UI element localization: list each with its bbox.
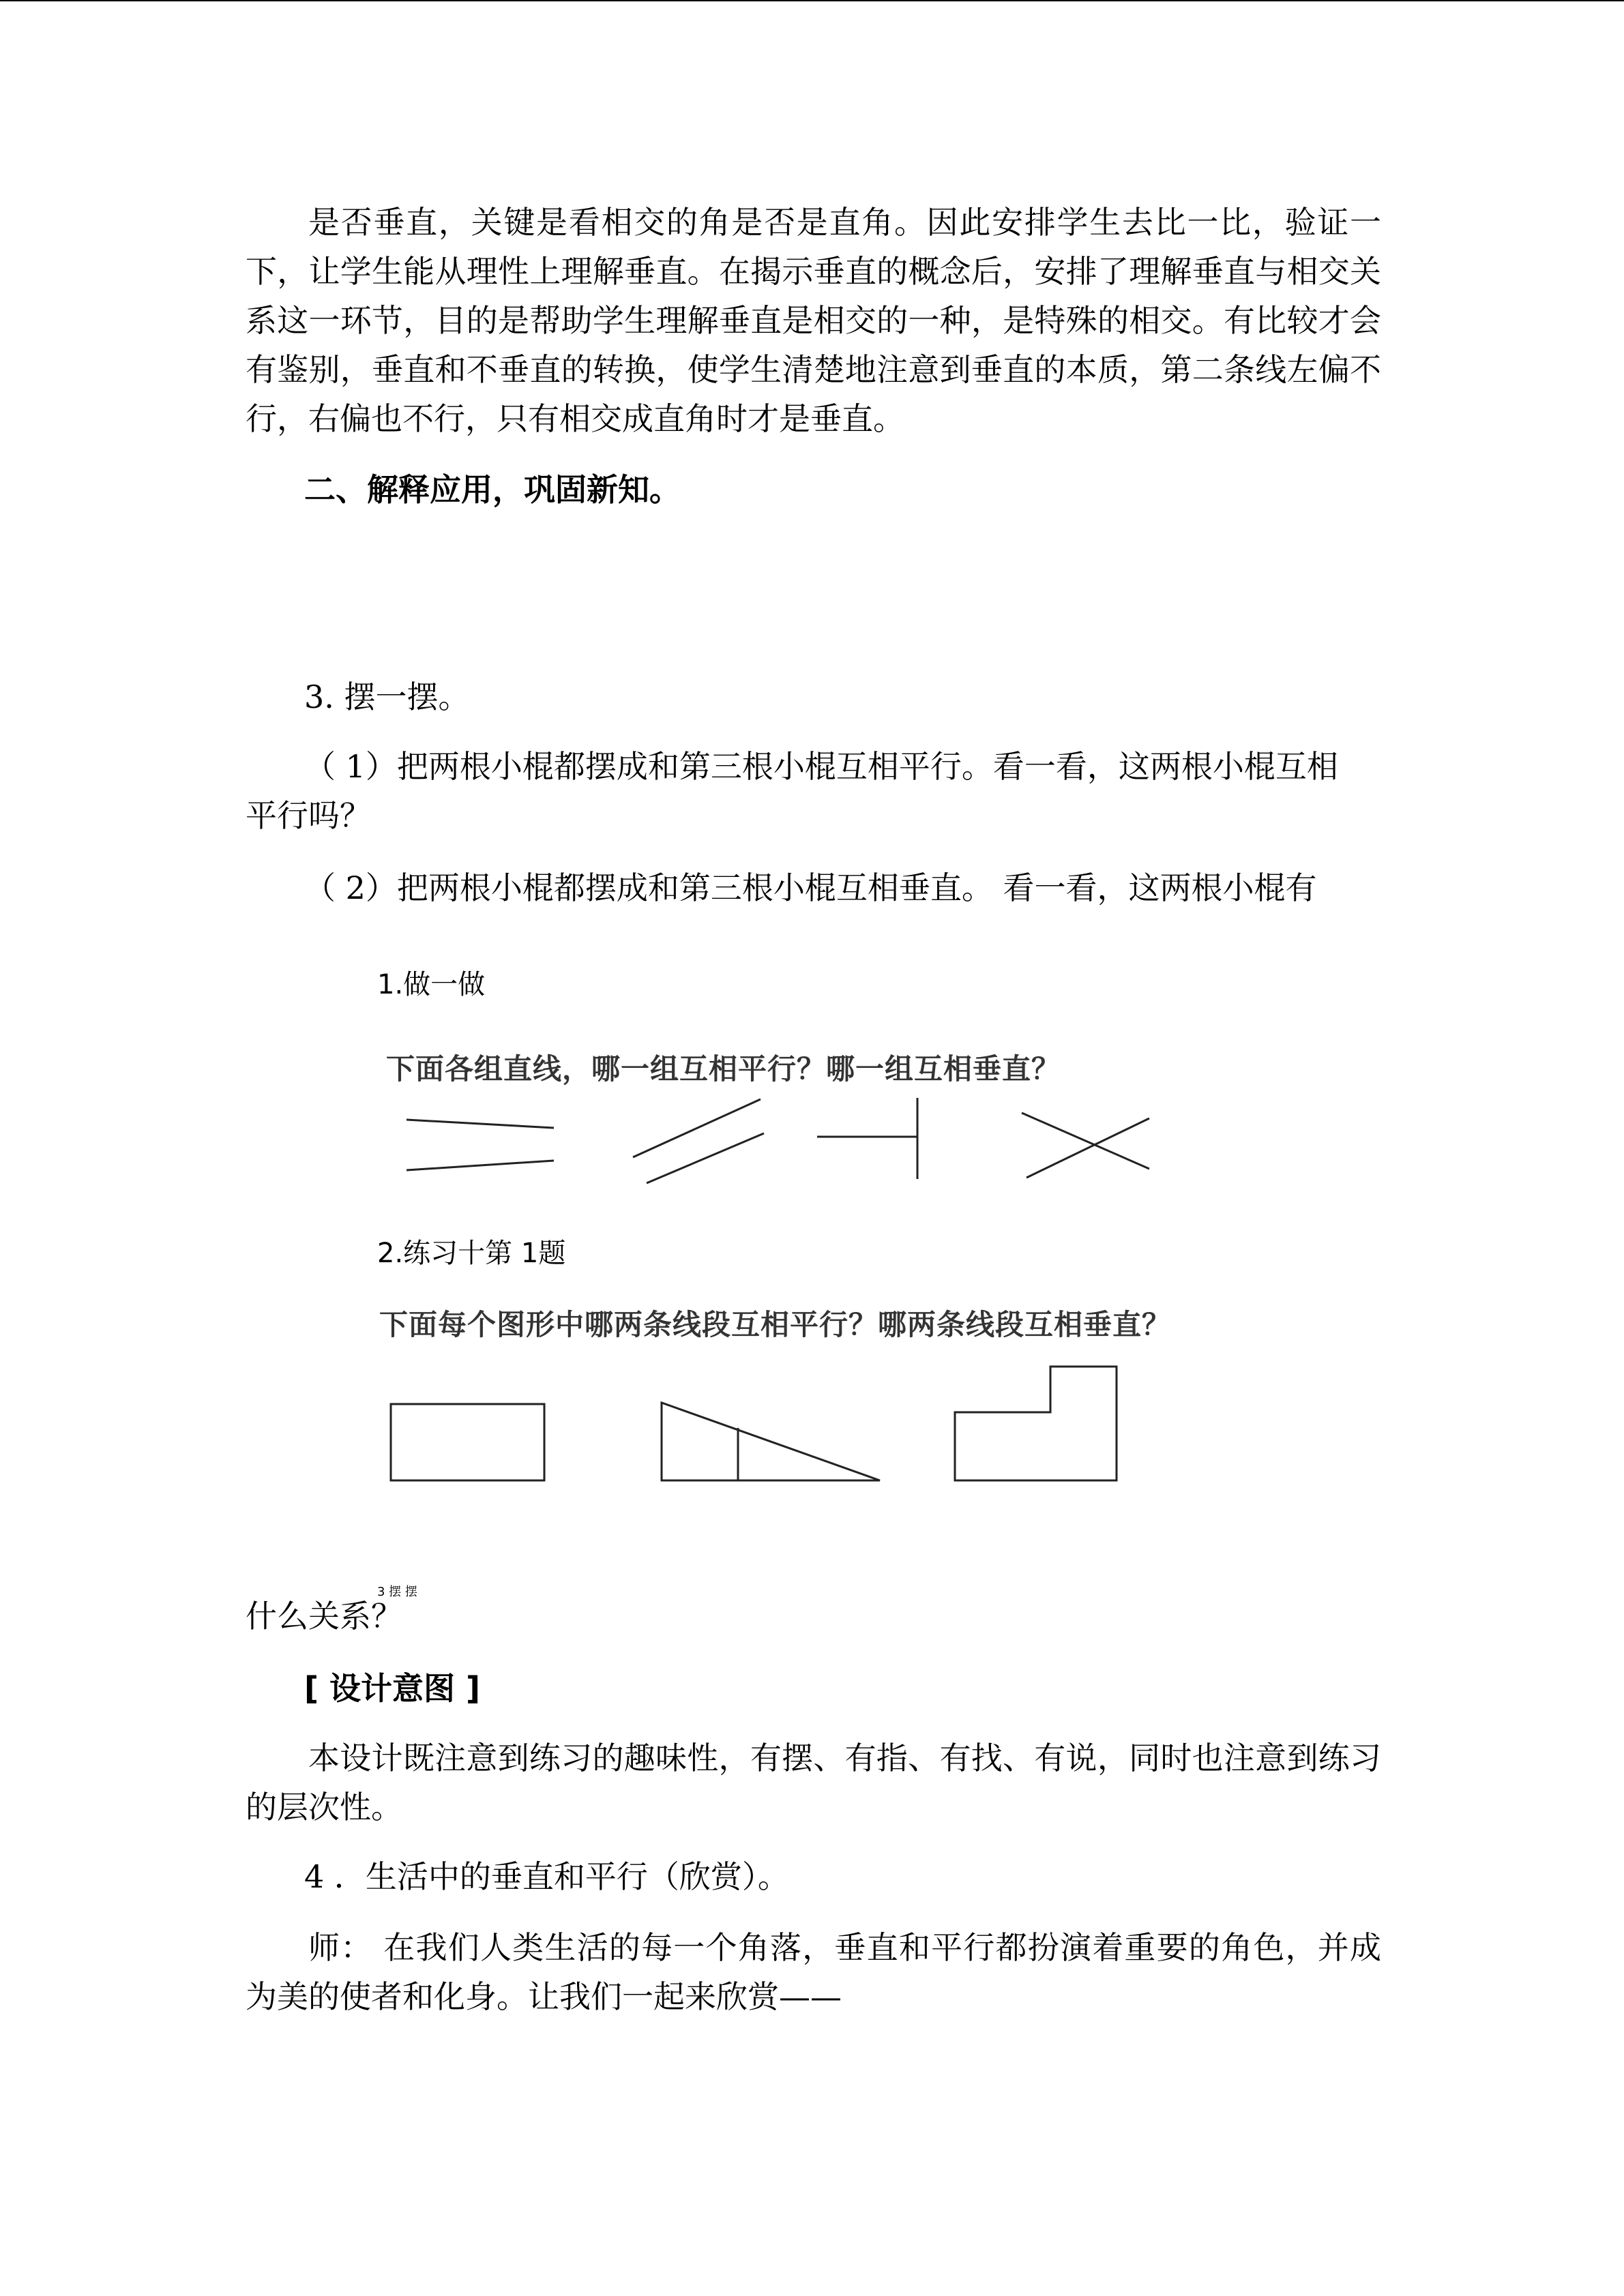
exercise2-title: 2.练习十第 1题 (377, 1238, 566, 1269)
item3-q2-line1: （ 2）把两根小棍都摆成和第三根小棍互相垂直。 看一看，这两根小棍有 (304, 869, 1317, 906)
exercise1-prompt: 下面各组直线，哪一组互相平行？哪一组互相垂直？ (386, 1052, 1061, 1086)
section-heading: 二、解释应用，巩固新知。 (304, 471, 681, 508)
shape-rectangle (391, 1404, 544, 1480)
shape-right-triangle (662, 1403, 880, 1480)
design-heading: [ 设计意图 ] (304, 1670, 481, 1707)
shape-l-polygon (955, 1367, 1117, 1480)
line-pair-parallel-2 (633, 1099, 764, 1183)
item3-title: 3. 摆一摆。 (304, 679, 470, 715)
clipped-text-artifact: 3 摆 摆 (377, 1585, 417, 1599)
line-pair-perpendicular (817, 1098, 917, 1179)
exercise2-prompt: 下面每个图形中哪两条线段互相平行？哪两条线段互相垂直？ (379, 1308, 1172, 1341)
design-body: 本设计既注意到练习的趣味性，有摆、有指、有找、有说，同时也注意到练习的层次性。 (246, 1740, 1381, 1825)
exercise1-title: 1.做一做 (377, 969, 486, 1000)
item4-body: 师： 在我们人类生活的每一个角落，垂直和平行都扮演着重要的角色，并成为美的使者和化身。让我们一起来欣赏—— (246, 1929, 1381, 2015)
line-pair-crossing (1022, 1113, 1149, 1178)
item3-q2-line2: 什么关系？ (246, 1598, 402, 1635)
item3-q1-line1: （ 1）把两根小棍都摆成和第三根小棍互相平行。看一看，这两根小棍互相 (304, 748, 1338, 785)
line-pair-parallel-1 (407, 1120, 554, 1170)
item3-q1-line2: 平行吗？ (246, 797, 371, 834)
intro-paragraph: 是否垂直，关键是看相交的角是否是直角。因此安排学生去比一比，验证一下，让学生能从理性上理解垂直。在揭示垂直的概念后，安排了理解垂直与相交关系这一环节，目的是帮助学生理解垂直是相交的一种，是特殊的相交。有比较才会有鉴别，垂直和不垂直的转换，使学生清楚地注意到垂直的本质，第二条线左偏不行，右偏也不行，只有相交成直角时才是垂直。 (246, 204, 1381, 437)
item4-title: 4 ．生活中的垂直和平行（欣赏）。 (304, 1858, 789, 1895)
